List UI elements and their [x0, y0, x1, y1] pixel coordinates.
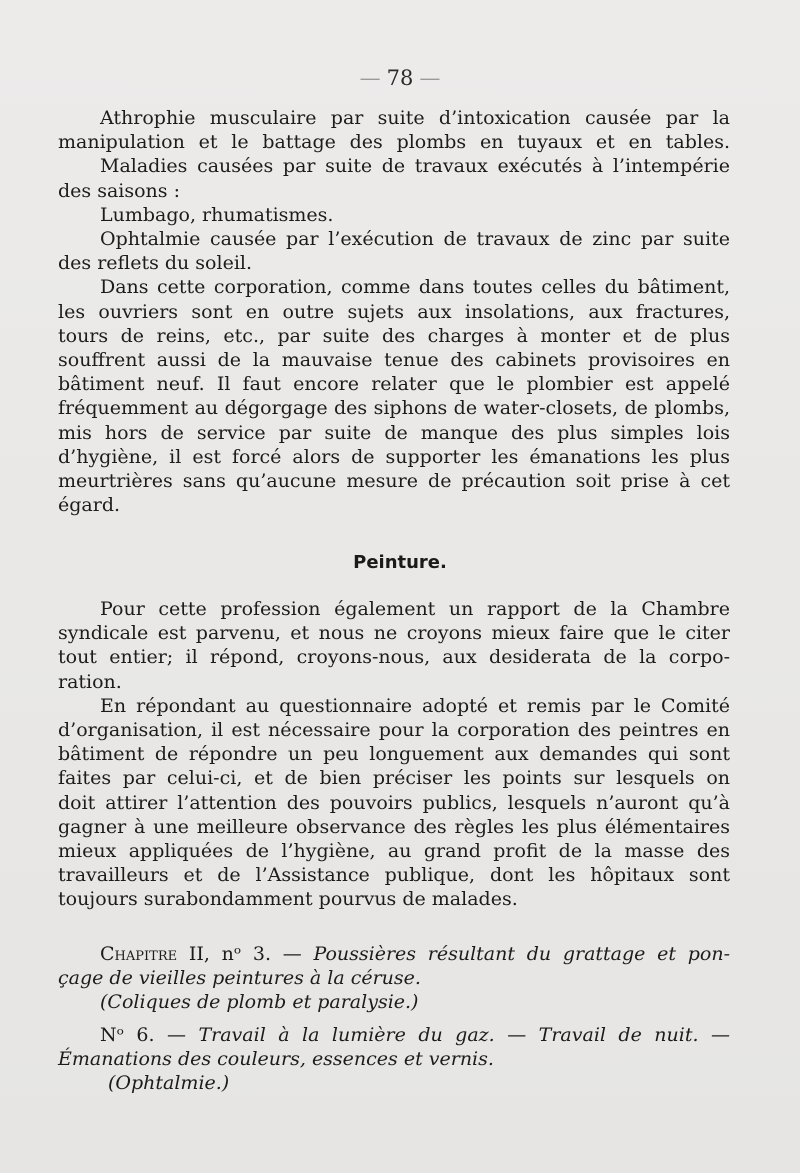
text-line: syndicale est parvenu, et nous ne croyons mieux faire que le citer	[58, 622, 730, 645]
item-title-cont: Émanations des couleurs, essences et vernis.	[58, 1048, 494, 1071]
item-note: (Ophtalmie.)	[108, 1072, 230, 1095]
chapter-title: Poussières résultant du grattage et pon-	[313, 943, 730, 965]
text-line: mis hors de service par suite de manque des plus simples lois	[58, 421, 730, 444]
text-line: Lumbago, rhumatismes.	[100, 203, 334, 226]
section-heading: Peinture.	[353, 552, 447, 573]
text-line: mieux appliquées de l’hygiène, au grand profit de la masse des	[58, 840, 730, 863]
item-line	[58, 1023, 730, 1047]
text-line: égard.	[58, 494, 121, 517]
text-line: Dans cette corporation, comme dans toutes celles du bâtiment,	[100, 276, 730, 299]
text-line: faites par celui-ci, et de bien préciser les points sur lesquels on	[58, 767, 730, 790]
text-line: meurtrières sans qu’aucune mesure de précaution soit prise à cet	[58, 470, 730, 493]
text-line: d’hygiène, il est forcé alors de supporter les émanations les plus	[58, 445, 730, 468]
item-6-entry	[58, 1023, 730, 1096]
text-line: Athrophie musculaire par suite d’intoxication causée par la	[100, 107, 730, 129]
text-line: Pour cette profession également un rapport de la Chambre	[100, 598, 730, 620]
chapter-note: (Coliques de plomb et paralysie.)	[100, 991, 419, 1014]
text-line: les ouvriers sont en outre sujets aux insolations, aux fractures,	[58, 300, 730, 323]
text-line: bâtiment neuf. Il faut encore relater que le plombier est appelé	[58, 373, 730, 396]
text-line: manipulation et le battage des plombs en tuyaux et en tables.	[58, 131, 730, 154]
text-line: doit attirer l’attention des pouvoirs publics, lesquels n’auront qu’à	[58, 791, 730, 814]
item-title-a: Travail à la lumière du gaz.	[198, 1024, 495, 1046]
text-line: tout entier; il répond, croyons-nous, aux desiderata de la corpo-	[58, 646, 730, 669]
text-line: Maladies causées par suite de travaux exécutés à l’intempérie	[100, 155, 730, 178]
page-number: — 78 —	[359, 66, 441, 90]
chapter-line	[58, 942, 730, 966]
text-line: ration.	[58, 670, 122, 693]
section-plumbing-text	[58, 106, 730, 517]
text-line: tours de reins, etc., par suite des charges à monter et de plus	[58, 324, 730, 347]
section-painting-text	[58, 597, 730, 912]
text-line: gagner à une meilleure observance des règles les plus élémentaires	[58, 815, 730, 838]
text-line: bâtiment de répondre un peu longuement aux demandes qui sont	[58, 743, 730, 766]
text-line: travailleurs et de l’Assistance publique, dont les hôpitaux sont	[58, 864, 730, 887]
chapter-ref: II, nᵒ 3. —	[177, 943, 314, 965]
text-line: fréquemment au dégorgage des siphons de water-closets, de plombs,	[58, 397, 730, 420]
item-title-b: Travail de nuit. —	[538, 1024, 730, 1046]
text-line: En répondant au questionnaire adopté et remis par le Comité	[100, 694, 730, 717]
text-line: toujours surabondamment pourvus de malades.	[58, 888, 518, 911]
chapter-label: Chapitre	[100, 943, 178, 965]
text-line: des saisons :	[58, 179, 180, 202]
text-line: des reflets du soleil.	[58, 252, 253, 275]
text-line: souffrent aussi de la mauvaise tenue des cabinets provisoires en	[58, 349, 730, 372]
chapter-entry	[58, 942, 730, 1015]
text-line: Ophtalmie causée par l’exécution de travaux de zinc par suite	[100, 228, 730, 251]
chapter-title-cont: çage de vieilles peintures à la céruse.	[58, 967, 421, 990]
text-line: d’organisation, il est nécessaire pour la corporation des peintres en	[58, 719, 730, 742]
item-separator: —	[494, 1024, 539, 1046]
item-ref: Nᵒ 6. —	[100, 1024, 199, 1046]
